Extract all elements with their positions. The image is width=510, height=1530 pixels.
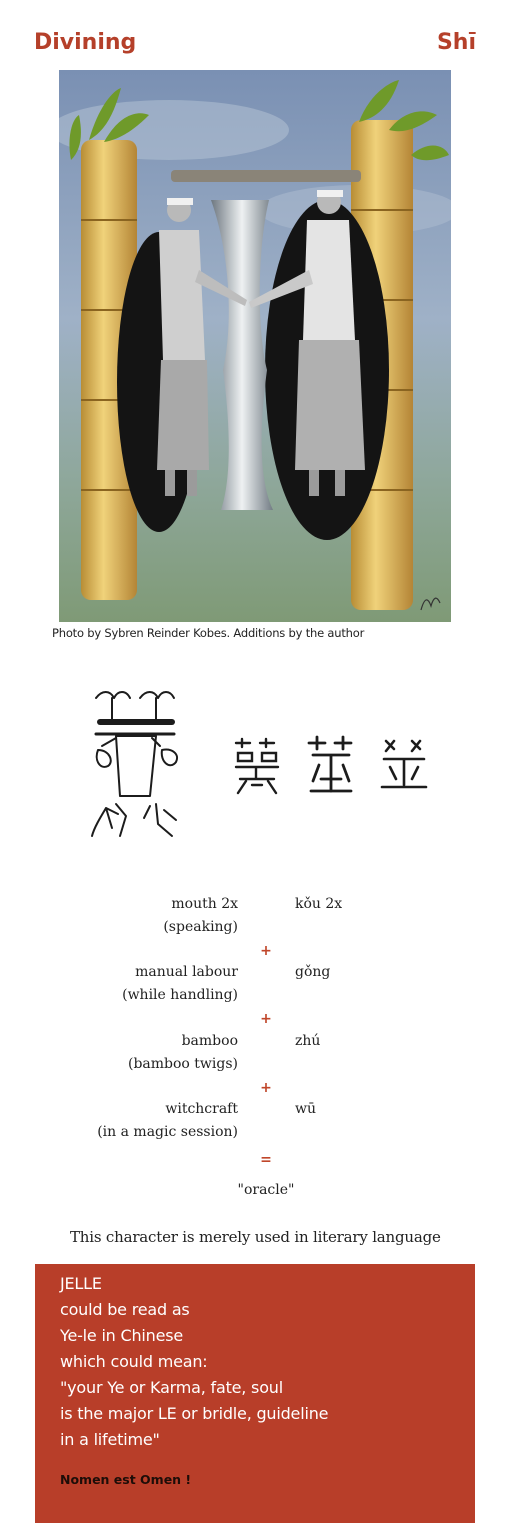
infobox-line: could be read as (60, 1300, 190, 1319)
infobox-line: which could mean: (60, 1352, 208, 1371)
infobox-line: Ye-le in Chinese (60, 1326, 184, 1345)
pinyin-title: Shī (436, 30, 476, 55)
seal-character-2 (305, 735, 357, 795)
infobox-line: in a lifetime" (60, 1430, 160, 1449)
result-meaning: "oracle" (237, 1182, 295, 1198)
infobox-line: JELLE (60, 1274, 102, 1293)
photo-caption: Photo by Sybren Reinder Kobes. Additions by the author (52, 626, 365, 640)
collage-photo (59, 70, 451, 622)
pictograph-figure (86, 686, 182, 842)
infobox-line: "your Ye or Karma, fate, soul (60, 1378, 283, 1397)
component-detail-labour: (while handling) (122, 987, 238, 1003)
name-infobox (35, 1264, 475, 1523)
component-meaning-mouth: mouth 2x (171, 896, 238, 912)
component-meaning-labour: manual labour (135, 964, 238, 980)
plus-sign: + (260, 1011, 272, 1027)
component-meaning-bamboo: bamboo (181, 1033, 238, 1049)
component-detail-mouth: (speaking) (163, 919, 238, 935)
page-title: Divining (34, 30, 137, 55)
infobox-line: is the major LE or bridle, guideline (60, 1404, 329, 1423)
component-pinyin-labour: gǒng (295, 964, 331, 980)
plus-sign: + (260, 1080, 272, 1096)
plus-sign: + (260, 943, 272, 959)
equals-sign: = (260, 1152, 272, 1168)
seal-character-1 (232, 735, 284, 795)
component-detail-witchcraft: (in a magic session) (97, 1124, 238, 1140)
component-pinyin-bamboo: zhú (295, 1033, 321, 1049)
infobox-motto: Nomen est Omen ! (60, 1472, 192, 1487)
component-meaning-witchcraft: witchcraft (165, 1101, 238, 1117)
seal-character-3 (378, 735, 430, 795)
usage-note: This character is merely used in literary language (70, 1228, 441, 1246)
component-pinyin-mouth: kǒu 2x (295, 896, 343, 912)
component-detail-bamboo: (bamboo twigs) (127, 1056, 238, 1072)
component-pinyin-witchcraft: wū (295, 1101, 316, 1117)
